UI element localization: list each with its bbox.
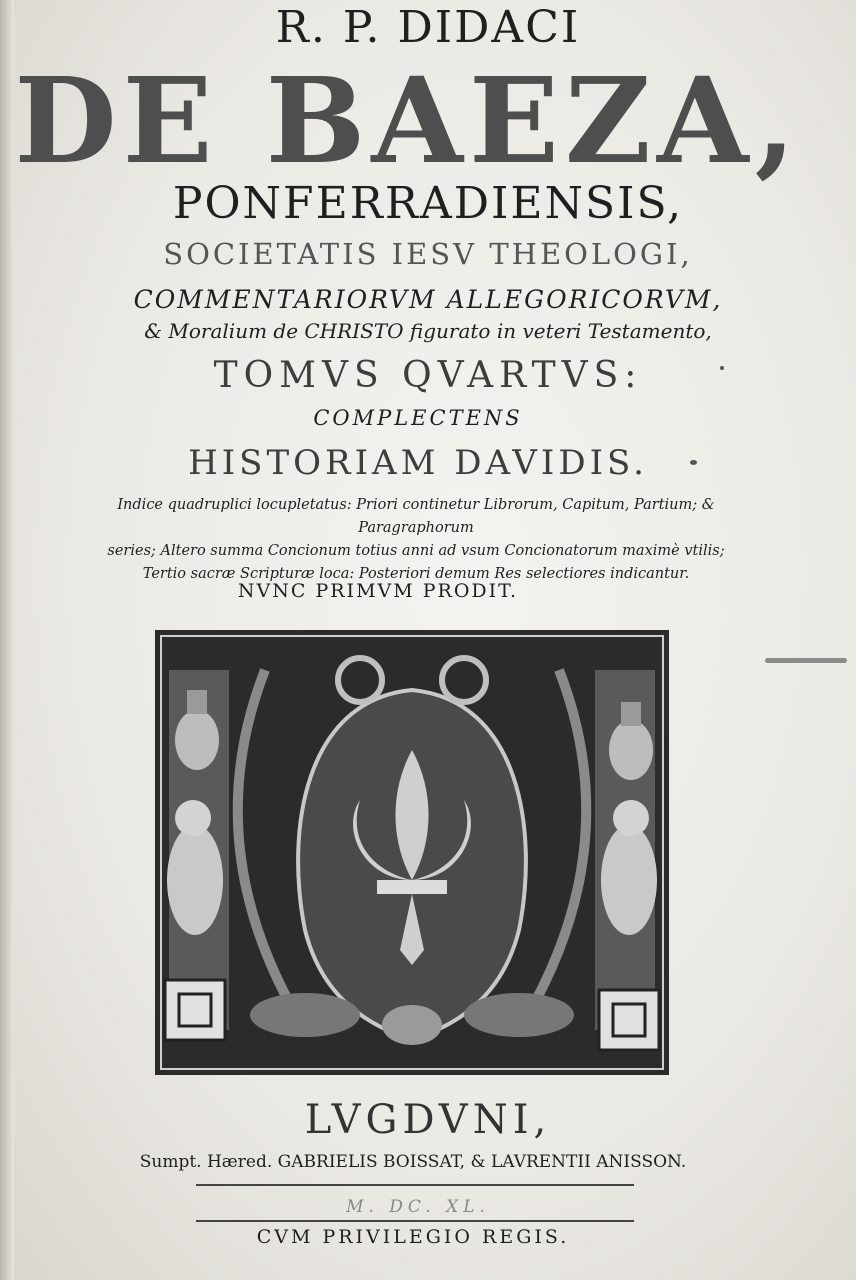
- printers-device-woodcut: [155, 630, 669, 1075]
- royal-privilege: CVM PRIVILEGIO REGIS.: [256, 1226, 570, 1248]
- ink-speck: [690, 460, 697, 465]
- index-description: [66, 494, 766, 586]
- imprint-rule-bottom: [196, 1220, 634, 1222]
- imprint-year: M. DC. XL.: [346, 1197, 490, 1217]
- imprint-rule-top: [196, 1184, 634, 1186]
- work-title: COMMENTARIORVM ALLEGORICORVM,: [133, 285, 723, 314]
- index-description-line: Tertio sacræ Scripturæ loca: Posteriori demum Res selectiores indicantur.: [142, 566, 690, 582]
- ink-speck: [765, 658, 847, 663]
- author-order: SOCIETATIS IESV THEOLOGI,: [163, 237, 693, 271]
- author-surname: DE BAEZA,: [14, 51, 802, 190]
- volume-number: TOMVS QVARTVS:: [213, 355, 643, 396]
- imprint-publisher: Sumpt. Hæred. GABRIELIS BOISSAT, & LAVRENTII ANISSON.: [139, 1152, 687, 1172]
- first-edition-note: NVNC PRIMVM PRODIT.: [237, 580, 519, 602]
- complectens-label: COMPLECTENS: [313, 406, 523, 430]
- work-subtitle: & Moralium de CHRISTO figurato in veteri Testamento,: [144, 319, 712, 343]
- author-initials: R. P. DIDACI: [275, 2, 581, 53]
- ink-speck: [720, 366, 724, 370]
- volume-subject: HISTORIAM DAVIDIS.: [188, 443, 648, 483]
- index-description-line: series; Altero summa Concionum totius anni ad vsum Concionatorum maximè vtilis;: [107, 543, 725, 559]
- index-description-line: Indice quadruplici locupletatus: Priori continetur Librorum, Capitum, Partium; & Paragraphorum: [117, 497, 715, 536]
- fleur-de-lis-emblem-icon: [155, 630, 669, 1075]
- imprint-city: LVGDVNI,: [304, 1097, 552, 1143]
- author-origin: PONFERRADIENSIS,: [172, 178, 684, 229]
